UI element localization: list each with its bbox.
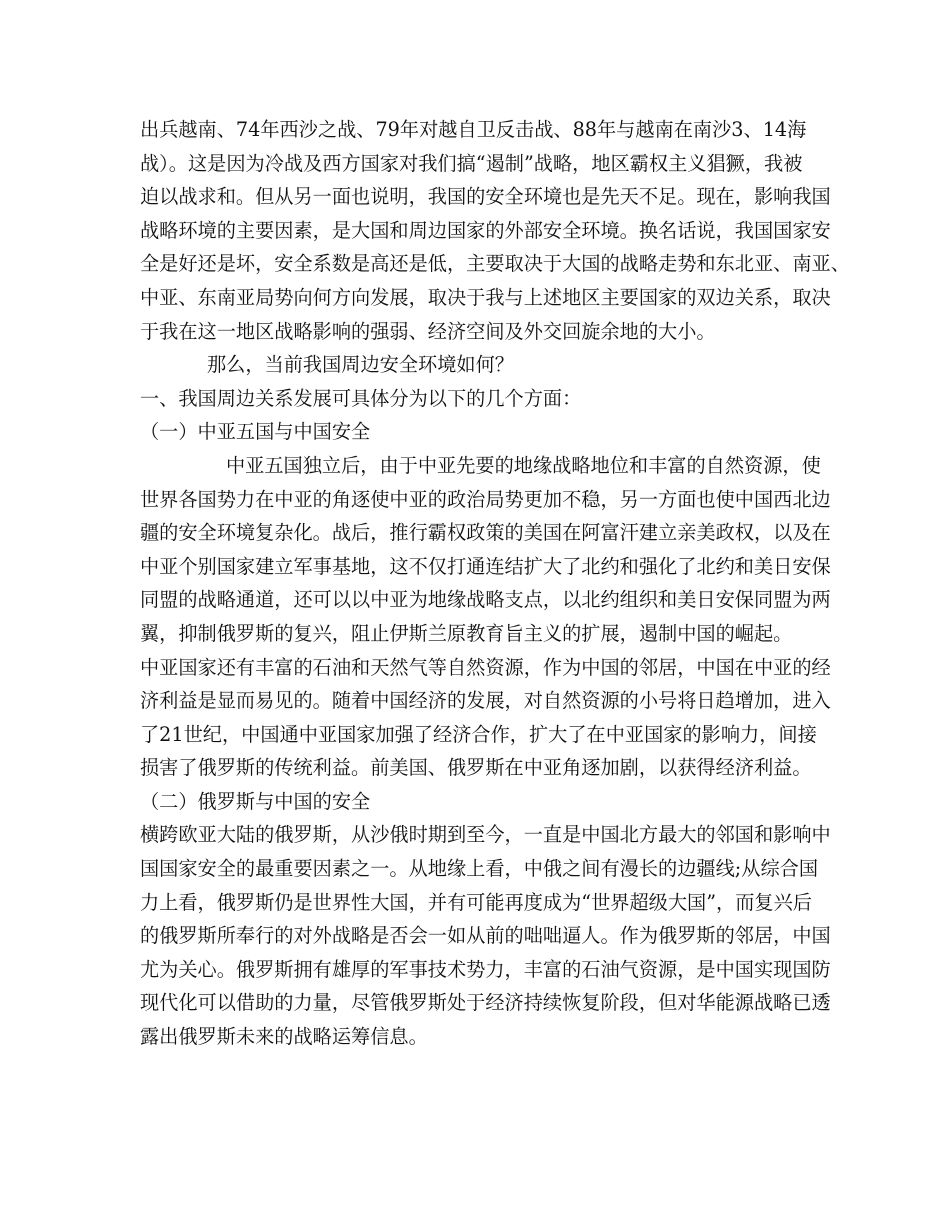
text-line: 世界各国势力在中亚的角逐使中亚的政治局势更加不稳，另一方面也使中国西北边 (140, 487, 831, 511)
text-line: 中亚五国独立后，由于中亚先要的地缘战略地位和丰富的自然资源，使 (226, 453, 821, 477)
text-line: 战略环境的主要因素，是大国和周边国家的外部安全环境。换名话说，我国国家安 (140, 218, 831, 242)
section-heading (140, 382, 820, 416)
text-line: 中亚个别国家建立军事基地，这不仅打通连结扩大了北约和强化了北约和美日安保 (140, 554, 831, 578)
text-line: 迫以战求和。但从另一面也说明，我国的安全环境也是先天不足。现在，影响我国 (140, 185, 831, 209)
body-paragraph (140, 348, 820, 382)
body-paragraph (140, 113, 850, 348)
text-line: 露出俄罗斯未来的战略运筹信息。 (140, 1025, 428, 1049)
text-line: 于我在这一地区战略影响的强弱、经济空间及外交回旋余地的大小。 (140, 319, 716, 343)
text-line: 力上看，俄罗斯仍是世界性大国，并有可能再度成为“世界超级大国”，而复兴后 (140, 890, 812, 914)
text-line: （一）中亚五国与中国安全 (140, 420, 371, 444)
text-line: 全是好还是坏，安全系数是高还是低，主要取决于大国的战略走势和东北亚、南亚、 (140, 252, 850, 276)
body-paragraph (140, 651, 831, 785)
text-line: 战）。这是因为冷战及西方国家对我们搞“遏制”战略，地区霸权主义猖獗，我被 (140, 151, 803, 175)
text-line: 翼，抑制俄罗斯的复兴，阻止伊斯兰原教育旨主义的扩展，遏制中国的崛起。 (140, 621, 793, 645)
text-line: （二）俄罗斯与中国的安全 (140, 789, 371, 813)
text-line: 了21世纪，中国通中亚国家加强了经济合作，扩大了在中亚国家的影响力，间接 (140, 722, 817, 746)
text-line: 现代化可以借助的力量，尽管俄罗斯处于经济持续恢复阶段，但对华能源战略已透 (140, 991, 831, 1015)
section-heading (140, 415, 820, 449)
document-body (140, 113, 850, 1054)
text-line: 损害了俄罗斯的传统利益。前美国、俄罗斯在中亚角逐加剧，以获得经济利益。 (140, 756, 812, 780)
text-line: 国国家安全的最重要因素之一。从地缘上看，中俄之间有漫长的边疆线;从综合国 (140, 857, 819, 881)
text-line: 那么，当前我国周边安全环境如何？ (207, 353, 514, 377)
text-line: 出兵越南、74年西沙之战、79年对越自卫反击战、88年与越南在南沙3、14海 (140, 118, 807, 141)
body-paragraph (140, 818, 831, 1053)
text-line: 尤为关心。俄罗斯拥有雄厚的军事技术势力，丰富的石油气资源，是中国实现国防 (140, 957, 831, 981)
text-line: 横跨欧亚大陆的俄罗斯，从沙俄时期到至今，一直是中国北方最大的邻国和影响中 (140, 823, 831, 847)
text-line: 中亚国家还有丰富的石油和天然气等自然资源，作为中国的邻居，中国在中亚的经 (140, 655, 831, 679)
text-line: 的俄罗斯所奉行的对外战略是否会一如从前的咄咄逼人。作为俄罗斯的邻居，中国 (140, 924, 831, 948)
text-line: 疆的安全环境复杂化。战后，推行霸权政策的美国在阿富汗建立亲美政权，以及在 (140, 521, 831, 545)
text-line: 济利益是显而易见的。随着中国经济的发展，对自然资源的小号将日趋增加，进入 (140, 689, 831, 713)
section-heading (140, 785, 820, 819)
body-paragraph (140, 449, 831, 651)
text-line: 同盟的战略通道，还可以以中亚为地缘战略支点，以北约组织和美日安保同盟为两 (140, 588, 831, 612)
text-line: 中亚、东南亚局势向何方向发展，取决于我与上述地区主要国家的双边关系，取决 (140, 285, 831, 309)
text-line: 一、我国周边关系发展可具体分为以下的几个方面： (140, 386, 582, 410)
